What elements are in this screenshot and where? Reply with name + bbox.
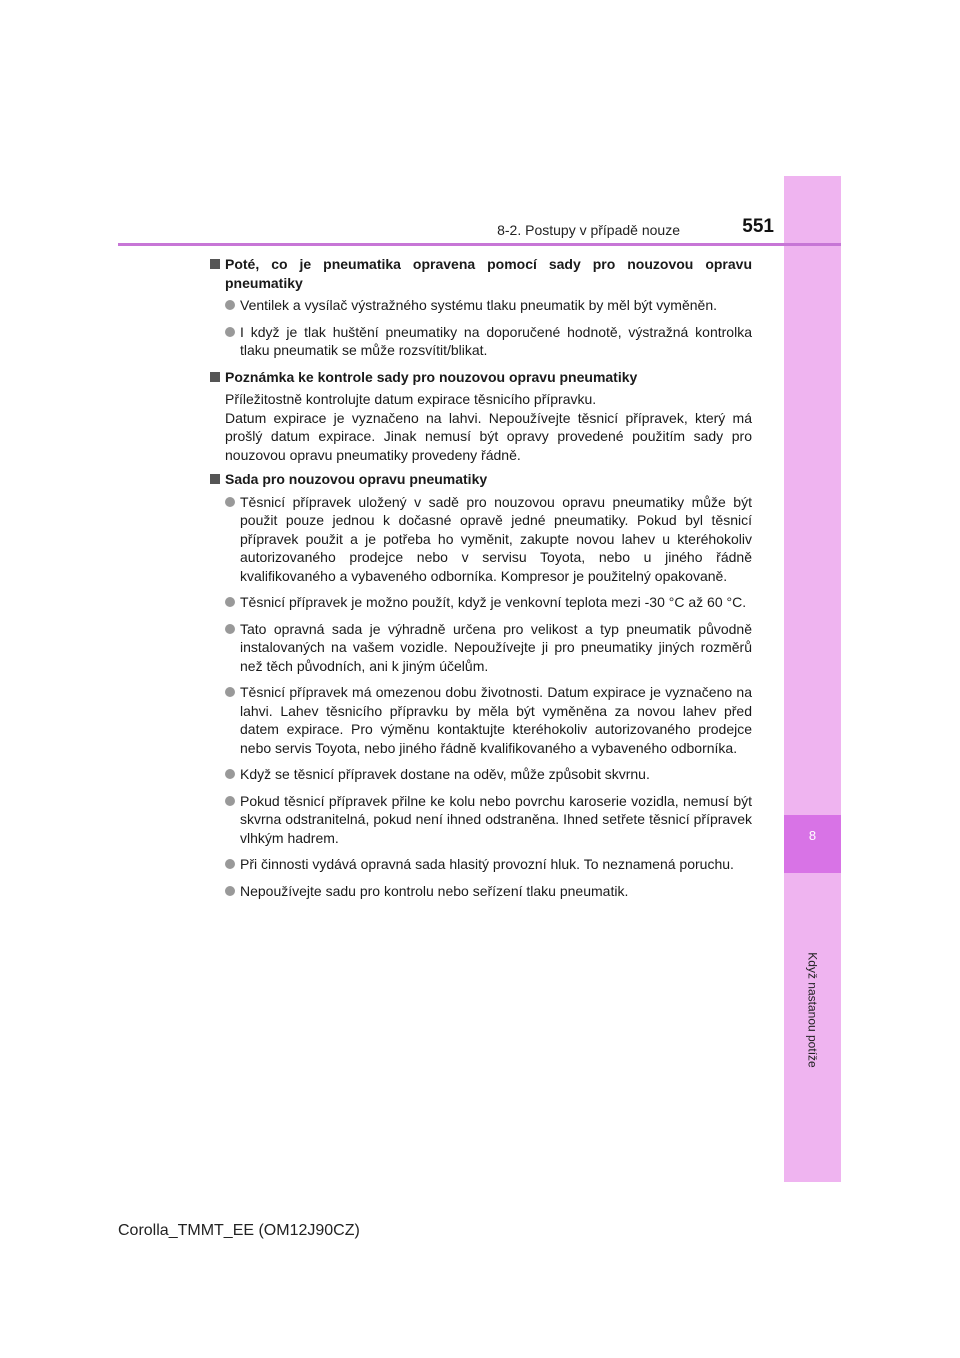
section-heading-text: Sada pro nouzovou opravu pneumatiky	[225, 471, 488, 487]
list-item-text: Při činnosti vydává opravná sada hlasitý provozní hluk. To neznamená poruchu.	[240, 856, 734, 872]
section-after-repair	[210, 255, 752, 360]
paragraph: Datum expirace je vyznačeno na lahvi. Nepoužívejte těsnicí přípravek, který má prošlý datum expirace. Jinak nemusí být opravy provedené použitím sady pro nouzovou opravu pneumatiky provedeny řádně.	[225, 409, 752, 463]
list-item	[210, 882, 752, 901]
list-item-text: Pokud těsnicí přípravek přilne ke kolu nebo povrchu karoserie vozidla, nemusí být skvrna odstranitelná, pokud není ihned odstraněna. Ihned setřete těsnicí přípravek vlhkým hadrem.	[240, 792, 752, 846]
list-item-text: Když se těsnicí přípravek dostane na oděv, může způsobit skvrnu.	[240, 766, 650, 782]
list-item-text: Těsnicí přípravek uložený v sadě pro nouzovou opravu pneumatiky může být použit pouze jednou k dočasné opravě jedné pneumatiky. Pokud byl těsnicí přípravek použit a je potřeba ho vyměnit, zakupte novou lahev u kteréhokoliv autorizovaného prodejce nebo v servisu Toyota, nebo u jiného řádně kvalifikovaného a vybaveného odborníka. Kompresor je použitelný opakovaně.	[240, 493, 752, 584]
list-item-text: I když je tlak huštění pneumatiky na doporučené hodnotě, výstražná kontrolka tlaku pneumatik se může rozsvítit/blikat.	[240, 323, 752, 358]
circle-bullet-icon	[225, 624, 235, 634]
section-body	[210, 390, 752, 464]
list-item-text: Ventilek a vysílač výstražného systému tlaku pneumatik by měl být vyměněn.	[240, 297, 717, 313]
circle-bullet-icon	[225, 859, 235, 869]
page-number: 551	[742, 216, 774, 237]
circle-bullet-icon	[225, 597, 235, 607]
chapter-label	[784, 952, 841, 1068]
circle-bullet-icon	[225, 796, 235, 806]
circle-bullet-icon	[225, 497, 235, 507]
section-heading	[210, 470, 752, 489]
circle-bullet-icon	[225, 327, 235, 337]
section-kit-check	[210, 368, 752, 465]
footer-model-code: Corolla_TMMT_EE (OM12J90CZ)	[118, 1222, 360, 1239]
header-divider	[118, 243, 841, 246]
list-item	[210, 792, 752, 848]
section-heading	[210, 255, 752, 292]
circle-bullet-icon	[225, 687, 235, 697]
list-item-text: Těsnicí přípravek je možno použít, když je venkovní teplota mezi -30 °C až 60 °C.	[240, 594, 747, 610]
list-item-text: Nepoužívejte sadu pro kontrolu nebo seřízení tlaku pneumatik.	[240, 882, 629, 899]
chapter-number: 8	[808, 828, 817, 843]
section-heading-text: Poté, co je pneumatika opravena pomocí sady pro nouzovou opravu pneumatiky	[225, 256, 752, 291]
list-item	[210, 683, 752, 757]
page-content	[210, 255, 752, 908]
square-bullet-icon	[210, 259, 220, 269]
section-repair-kit	[210, 470, 752, 900]
circle-bullet-icon	[225, 886, 235, 896]
list-item	[210, 593, 752, 612]
list-item	[210, 493, 752, 586]
list-item	[210, 323, 752, 360]
list-item	[210, 765, 752, 784]
square-bullet-icon	[210, 474, 220, 484]
list-item	[210, 296, 752, 315]
section-heading	[210, 368, 752, 387]
list-item-text: Těsnicí přípravek má omezenou dobu životnosti. Datum expirace je vyznačeno na lahvi. Lahev těsnicího přípravku by měla být vyměněna za novou lahev před datem expirace. Pro výměnu kontaktujte kteréhokoliv autorizovaného prodejce nebo servis Toyota, nebo jiného řádně kvalifikovaného a vybaveného odborníka.	[240, 684, 752, 756]
list-item	[210, 855, 752, 874]
header-section-title: 8-2. Postupy v případě nouze	[497, 222, 680, 238]
circle-bullet-icon	[225, 300, 235, 310]
paragraph: Příležitostně kontrolujte datum expirace těsnicího přípravku.	[225, 391, 597, 407]
chapter-number-box	[784, 815, 841, 873]
section-heading-text: Poznámka ke kontrole sady pro nouzovou opravu pneumatiky	[225, 368, 638, 385]
list-item	[210, 620, 752, 676]
chapter-label-text: Když nastanou potíže	[805, 952, 820, 1068]
circle-bullet-icon	[225, 769, 235, 779]
square-bullet-icon	[210, 372, 220, 382]
list-item-text: Tato opravná sada je výhradně určena pro velikost a typ pneumatik původně instalovaných na vašem vozidle. Nepoužívejte ji pro pneumatiky jiných rozměrů než těch původních, ani k jiným účelům.	[240, 620, 752, 674]
